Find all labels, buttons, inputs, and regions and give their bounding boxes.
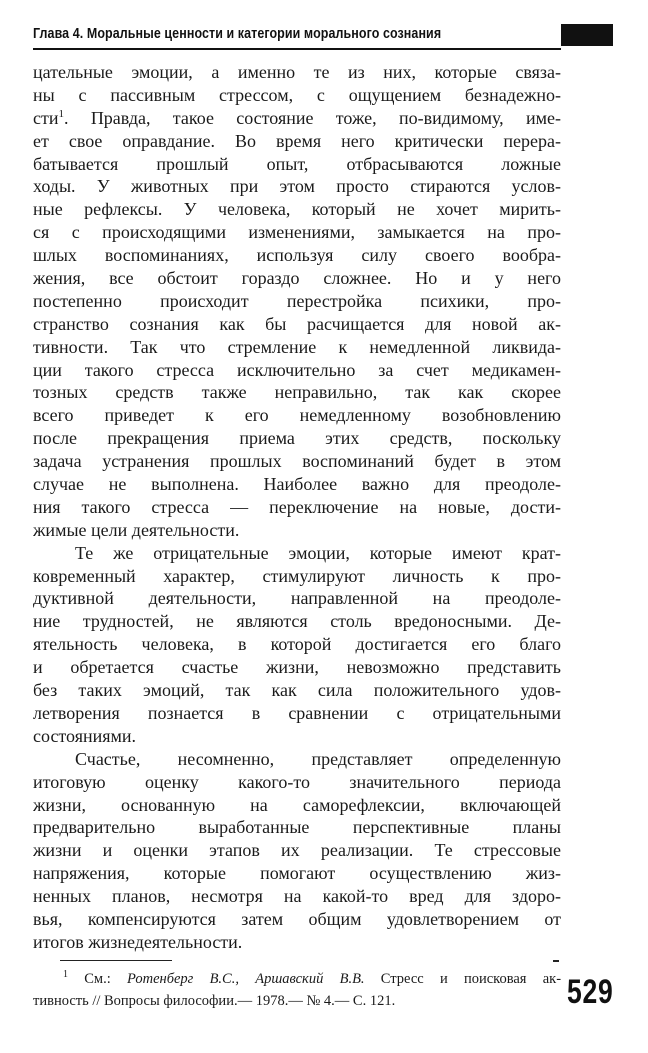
text-line: ны с пассивным стрессом, с ощущением безнадежно- bbox=[33, 84, 561, 105]
text-line: ет свое оправдание. Во время него критически перера- bbox=[33, 130, 561, 151]
footnote-line: тивность // Вопросы философии.— 1978.— № 4.— С. 121. bbox=[33, 993, 396, 1009]
text-line: и обретается счастье жизни, невозможно представить bbox=[33, 657, 561, 678]
text-line: ные рефлексы. У человека, который не хочет мирить- bbox=[33, 199, 561, 220]
body-text bbox=[33, 61, 561, 954]
text-line: жизни и оценки этапов их реализации. Те стрессовые bbox=[33, 840, 561, 861]
text-line: предварительно выработанные перспективные планы bbox=[33, 817, 561, 838]
text-line: дуктивной деятельности, направленной на преодоле- bbox=[33, 588, 561, 609]
text-line: вья, компенсируются затем общим удовлетворением от bbox=[33, 908, 561, 929]
text-line: ненных планов, несмотря на какой-то вред для здоро- bbox=[33, 886, 561, 907]
text-line: ции такого стресса исключительно за счет медикамен- bbox=[33, 359, 561, 380]
footnote-number: 1 bbox=[63, 969, 68, 981]
text-line: без таких эмоций, так как сила положительного удов- bbox=[33, 680, 561, 701]
footnote-rule bbox=[60, 960, 172, 961]
text-line: тозных средств также неправильно, так как скорее bbox=[33, 382, 561, 403]
text-line: ходы. У животных при этом просто стираются услов- bbox=[33, 176, 561, 197]
header-rule bbox=[33, 48, 561, 50]
text-line: Счастье, несомненно, представляет определенную bbox=[75, 748, 561, 769]
text-line: итогов жизнедеятельности. bbox=[33, 931, 243, 952]
text-line: задача устранения прошлых воспоминаний будет в этом bbox=[33, 451, 561, 472]
footnote-text: Стресс и поисковая ак- bbox=[380, 971, 562, 987]
text-line: батывается прошлый опыт, отбрасываются ложные bbox=[33, 153, 561, 174]
footnote-line bbox=[33, 968, 561, 990]
text-line: жимые цели деятельности. bbox=[33, 519, 240, 540]
text-line: жизни, основанную на саморефлексии, включающей bbox=[33, 794, 561, 815]
footnote-ref[interactable]: 1 bbox=[58, 107, 64, 120]
text-fragment: сти bbox=[33, 107, 59, 128]
text-line: случае не выполнена. Наиболее важно для преодоле- bbox=[33, 474, 561, 495]
text-line: цательные эмоции, а именно те из них, которые связа- bbox=[33, 62, 561, 82]
text-line: ния такого стресса — переключение на новые, дости- bbox=[33, 496, 561, 517]
chapter-title: Глава 4. Моральные ценности и категории морального сознания bbox=[33, 26, 442, 42]
text-line: Те же отрицательные эмоции, которые имеют крат- bbox=[75, 542, 561, 563]
footnote-dash bbox=[553, 960, 559, 962]
text-line: состояниями. bbox=[33, 725, 137, 746]
text-line: странство сознания как бы расчищается для новой ак- bbox=[33, 313, 561, 334]
text-line: ся с происходящими изменениями, замыкается на про- bbox=[33, 222, 561, 243]
text-line: летворения познается в сравнении с отрицательными bbox=[33, 702, 561, 723]
text-line: всего приведет к его немедленному возобновлению bbox=[33, 405, 561, 426]
text-line: итоговую оценку какого-то значительного периода bbox=[33, 771, 561, 792]
text-line: жения, все обстоит гораздо сложнее. Но и у него bbox=[33, 268, 561, 289]
text-line: ние трудностей, не являются столь вредоносными. Де- bbox=[33, 611, 561, 632]
text-line: тивности. Так что стремление к немедленной ликвида- bbox=[33, 336, 561, 357]
footnote-authors: Ротенберг В.С., Аршавский В.В. bbox=[127, 971, 365, 987]
header-black-bar bbox=[561, 24, 613, 46]
text-line: ятельность человека, в которой достигается его благо bbox=[33, 634, 561, 655]
text-line: напряжения, которые помогают осуществлению жиз- bbox=[33, 863, 561, 884]
running-header bbox=[33, 24, 613, 48]
text-line: шлых воспоминаниях, используя силу своего вообра- bbox=[33, 245, 561, 266]
text-line bbox=[33, 107, 561, 130]
footnote-prefix: См.: bbox=[84, 971, 111, 987]
footnote bbox=[33, 968, 561, 1012]
page-number: 529 bbox=[567, 973, 614, 1011]
text-line: постепенно происходит перестройка психики, про- bbox=[33, 290, 561, 311]
text-fragment: . Правда, такое состояние тоже, по-видимому, име- bbox=[64, 107, 561, 128]
text-line: после прекращения приема этих средств, поскольку bbox=[33, 428, 561, 449]
text-line: ковременный характер, стимулируют личность к про- bbox=[33, 565, 561, 586]
